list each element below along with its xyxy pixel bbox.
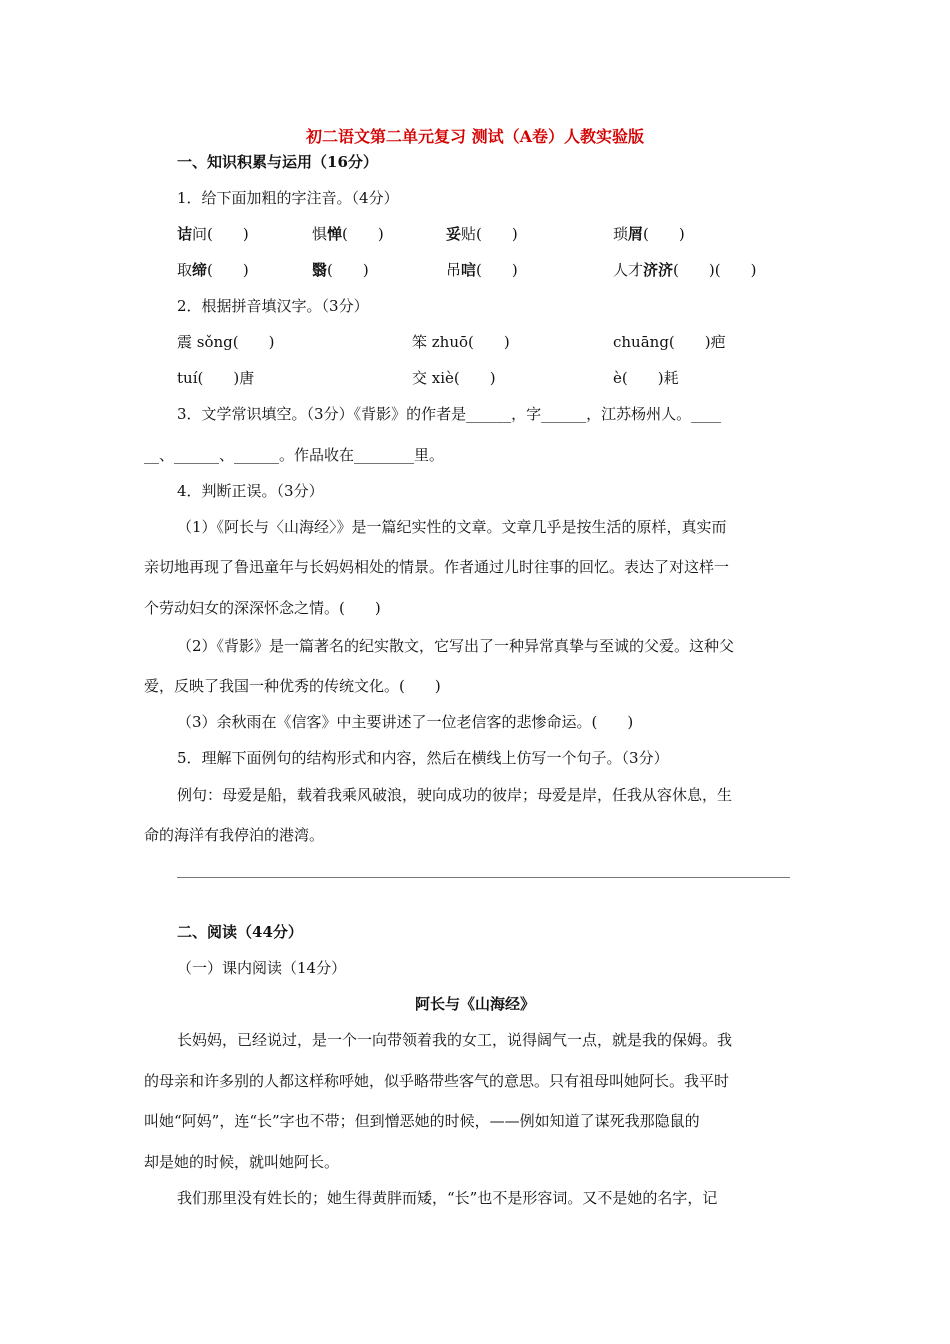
- q2-item-e: è( )耗: [613, 369, 679, 387]
- section-1-heading: 一、知识积累与运用（16分）: [177, 153, 378, 171]
- q4-item-1-line-1: （1）《阿长与〈山海经〉》是一篇纪实性的文章。文章几乎是按生活的原样，真实而: [177, 518, 727, 536]
- question-3-line-2: __、______、______。作品收在________里。: [144, 446, 445, 464]
- q2-item-xie: 交 xiè( ): [412, 369, 496, 387]
- q4-item-3: （3）余秋雨在《信客》中主要讲述了一位老信客的悲惨命运。( ): [177, 713, 634, 731]
- passage-line-1: 长妈妈，已经说过，是一个一向带领着我的女工，说得阔气一点，就是我的保姆。我: [177, 1031, 733, 1049]
- q1-item-tuotie: 妥贴( ): [446, 225, 518, 243]
- answer-line: [177, 877, 790, 878]
- question-5-prompt: 5．理解下面例句的结构形式和内容，然后在横线上仿写一个句子。（3分）: [177, 749, 669, 767]
- q1-item-rencaijiji: 人才济济( )( ): [613, 261, 757, 279]
- q2-item-song: 震 sǒng( ): [177, 333, 275, 351]
- question-3-line-1: 3．文学常识填空。（3分）《背影》的作者是______，字______，江苏杨州人。____: [177, 405, 722, 423]
- q5-example-line-2: 命的海洋有我停泊的港湾。: [144, 826, 325, 844]
- passage-line-5: 我们那里没有姓长的；她生得黄胖而矮，“长”也不是形容词。又不是她的名字，记: [177, 1189, 718, 1207]
- question-1-prompt: 1．给下面加粗的字注音。（4分）: [177, 189, 399, 207]
- q2-item-tui: tuí( )唐: [177, 369, 255, 387]
- q1-item-judan: 惧惮( ): [312, 225, 384, 243]
- passage-title: 阿长与《山海经》: [414, 995, 535, 1013]
- q4-item-1-line-2: 亲切地再现了鲁迅童年与长妈妈相处的情景。作者通过儿时往事的回忆。表达了对这样一: [144, 558, 730, 576]
- passage-line-3: 叫她“阿妈”，连“长”字也不带；但到憎恶她的时候，——例如知道了谋死我那隐鼠的: [144, 1112, 700, 1130]
- q4-item-2-line-1: （2）《背影》是一篇著名的纪实散文，它写出了一种异常真挚与至诚的父爱。这种父: [177, 637, 735, 655]
- q1-item-qudi: 取缔( ): [177, 261, 249, 279]
- q1-item-jiewen: 诘问( ): [177, 225, 249, 243]
- q2-item-zhuo: 笨 zhuō( ): [412, 333, 510, 351]
- document-title: 初二语文第二单元复习 测试（A卷）人教实验版: [306, 127, 644, 146]
- q1-item-diaoyan: 吊唁( ): [446, 261, 518, 279]
- question-2-prompt: 2．根据拼音填汉字。（3分）: [177, 297, 369, 315]
- passage-line-4: 却是她的时候，就叫她阿长。: [144, 1153, 340, 1171]
- section-2-subheading: （一）课内阅读（14分）: [177, 959, 347, 977]
- section-2-heading: 二、阅读（44分）: [177, 923, 303, 941]
- q5-example-line-1: 例句：母爱是船，载着我乘风破浪，驶向成功的彼岸；母爱是岸，任我从容休息，生: [177, 786, 733, 804]
- question-4-prompt: 4．判断正误。（3分）: [177, 482, 324, 500]
- q2-item-chuang: chuāng( )疤: [613, 333, 726, 351]
- passage-line-2: 的母亲和许多别的人都这样称呼她，似乎略带些客气的意思。只有祖母叫她阿长。我平时: [144, 1072, 730, 1090]
- q4-item-2-line-2: 爱，反映了我国一种优秀的传统文化。( ): [144, 677, 441, 695]
- q1-item-suoxie: 琐屑( ): [613, 225, 685, 243]
- q4-item-1-line-3: 个劳动妇女的深深怀念之情。( ): [144, 599, 381, 617]
- q1-item-yi: 翳( ): [312, 261, 369, 279]
